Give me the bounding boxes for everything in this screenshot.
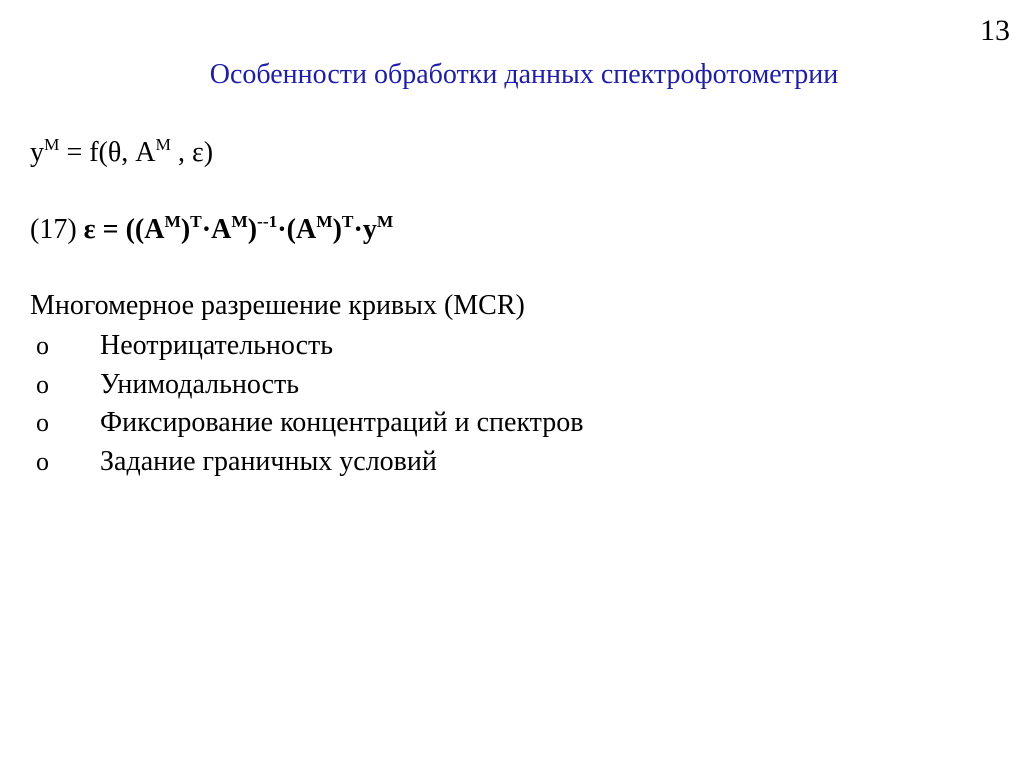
formula-17-part: ·A	[201, 214, 232, 245]
mcr-constraints-list	[36, 329, 583, 483]
list-item-text: Фиксирование концентраций и спектров	[100, 407, 584, 438]
formula-17-part: )	[180, 214, 191, 245]
formula-17-sup: --1	[257, 212, 278, 232]
formula-17-sup: M	[231, 212, 248, 232]
bullet-marker-icon: o	[36, 408, 49, 437]
page-number: 13	[980, 14, 1010, 47]
formula-17-sup: T	[190, 212, 202, 232]
list-item	[36, 368, 583, 407]
bullet-marker-icon: o	[36, 446, 49, 476]
list-item	[36, 445, 583, 484]
formula-17-sup: M	[316, 212, 333, 232]
formula-17-number: (17)	[30, 214, 84, 245]
slide-title: Особенности обработки данных спектрофотометрии	[209, 59, 839, 90]
mcr-heading: Многомерное разрешение кривых (MCR)	[30, 290, 525, 321]
formula-model-close: , ε)	[170, 137, 214, 168]
formula-17-equation	[84, 214, 394, 245]
bullet-marker-icon: o	[36, 369, 49, 399]
formula-model-a-sup: M	[155, 135, 171, 155]
formula-17-part: ·y	[353, 214, 377, 245]
formula-model	[30, 136, 213, 170]
bullet-marker-icon: o	[36, 331, 49, 360]
formula-17-part: )	[247, 214, 258, 245]
formula-17-sup: M	[164, 212, 181, 232]
formula-model-y-sup: M	[44, 135, 60, 155]
list-item	[36, 329, 583, 368]
formula-model-y: y	[30, 137, 44, 168]
list-item-text: Унимодальность	[100, 368, 300, 400]
formula-17-part: ·(A	[277, 214, 317, 245]
list-item	[36, 406, 583, 445]
formula-17-sup: T	[341, 212, 354, 232]
formula-17-sup: M	[376, 212, 394, 232]
formula-17-part: )	[332, 214, 342, 245]
formula-model-args: = f(θ, A	[59, 137, 156, 168]
list-item-text: Задание граничных условий	[100, 445, 437, 477]
formula-17-part: ε = ((A	[83, 214, 165, 245]
formula-17	[30, 213, 393, 247]
list-item-text: Неотрицательность	[100, 330, 334, 361]
